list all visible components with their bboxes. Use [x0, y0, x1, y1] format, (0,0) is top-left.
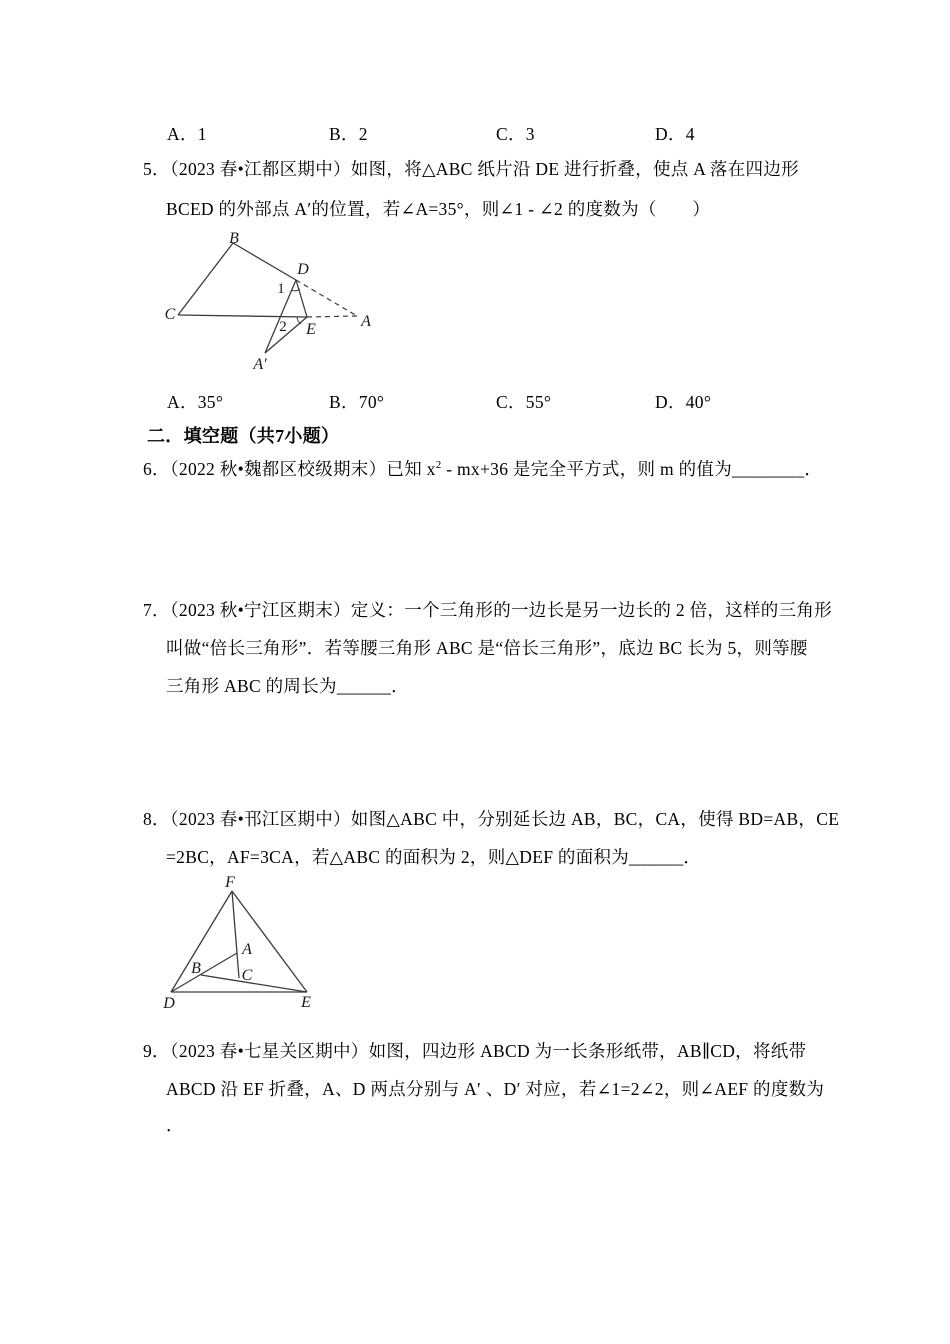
line-FD [171, 891, 232, 992]
q5-label-B: B [229, 230, 239, 247]
q6-text-part1: 6．（2022 秋•魏都区校级期末）已知 x [143, 459, 436, 479]
angle2-arc [297, 317, 301, 324]
q8-text-line2: =2BC，AF=3CA，若△ABC 的面积为 2，则△DEF 的面积为______． [166, 847, 702, 867]
q4-option-d: D．4 [655, 124, 695, 144]
q6-exponent: 2 [435, 459, 442, 472]
q9-text-line2: ABCD 沿 EF 折叠，A、D 两点分别与 A′ 、D′ 对应，若∠1=2∠2，则∠AEF 的度数为 [166, 1079, 825, 1099]
q7-text-line3: 三角形 ABC 的周长为______． [166, 676, 409, 696]
q5-label-A-prime: A′ [253, 356, 267, 373]
q8-label-C: C [241, 967, 253, 984]
q8-figure [153, 874, 338, 1014]
q4-option-a: A．1 [167, 124, 207, 144]
q5-figure [150, 226, 390, 378]
q5-option-b: B．70° [329, 392, 385, 412]
q4-option-c: C．3 [496, 124, 535, 144]
q6-text-part2: - mx+36 是完全平方式，则 m 的值为________． [441, 459, 823, 479]
q8-label-B: B [191, 960, 201, 977]
q5-option-c: C．55° [496, 392, 552, 412]
q8-label-F: F [225, 874, 235, 891]
q5-label-A: A [361, 313, 371, 330]
q5-label-C: C [164, 306, 176, 323]
q4-option-b: B．2 [329, 124, 368, 144]
line-DA-through-B [171, 953, 237, 992]
line-BE-through-C [201, 975, 307, 992]
q5-label-angle1: 1 [277, 281, 285, 297]
q5-label-E: E [306, 321, 316, 338]
q5-text-line2: BCED 的外部点 A′的位置，若∠A=35°，则∠1 - ∠2 的度数为（ ） [166, 199, 711, 219]
line-FC-through-A [232, 891, 239, 978]
dashed-line-EA [307, 316, 357, 317]
q5-text-line1: 5．（2023 春•江都区期中）如图，将△ABC 纸片沿 DE 进行折叠，使点 A 落在四边形 [143, 159, 799, 179]
q5-option-d: D．40° [655, 392, 712, 412]
q8-text-line1: 8．（2023 春•邗江区期中）如图△ABC 中，分别延长边 AB，BC，CA，使得 BD=AB，CE [143, 809, 840, 829]
q8-label-E: E [301, 994, 311, 1011]
q6-text-line1 [143, 458, 822, 480]
section2-header: 二．填空题（共7小题） [147, 426, 340, 446]
q5-option-a: A．35° [167, 392, 224, 412]
q5-label-angle2: 2 [279, 319, 287, 335]
q9-text-line1: 9．（2023 春•七星关区期中）如图，四边形 ABCD 为一长条形纸带，AB∥CD，将纸带 [143, 1041, 807, 1061]
q9-text-line3: ． [166, 1115, 184, 1135]
line-BC [178, 243, 233, 315]
q7-text-line2: 叫做“倍长三角形”．若等腰三角形 ABC 是“倍长三角形”，底边 BC 长为 5，则等腰 [166, 638, 808, 658]
q8-label-D: D [163, 995, 175, 1012]
q7-text-line1: 7．（2023 秋•宁江区期末）定义：一个三角形的一边长是另一边长的 2 倍，这样的三角形 [143, 600, 832, 620]
line-BD [233, 243, 296, 280]
q5-label-D: D [297, 261, 309, 278]
line-CE [178, 315, 307, 317]
q8-label-A: A [242, 941, 252, 958]
